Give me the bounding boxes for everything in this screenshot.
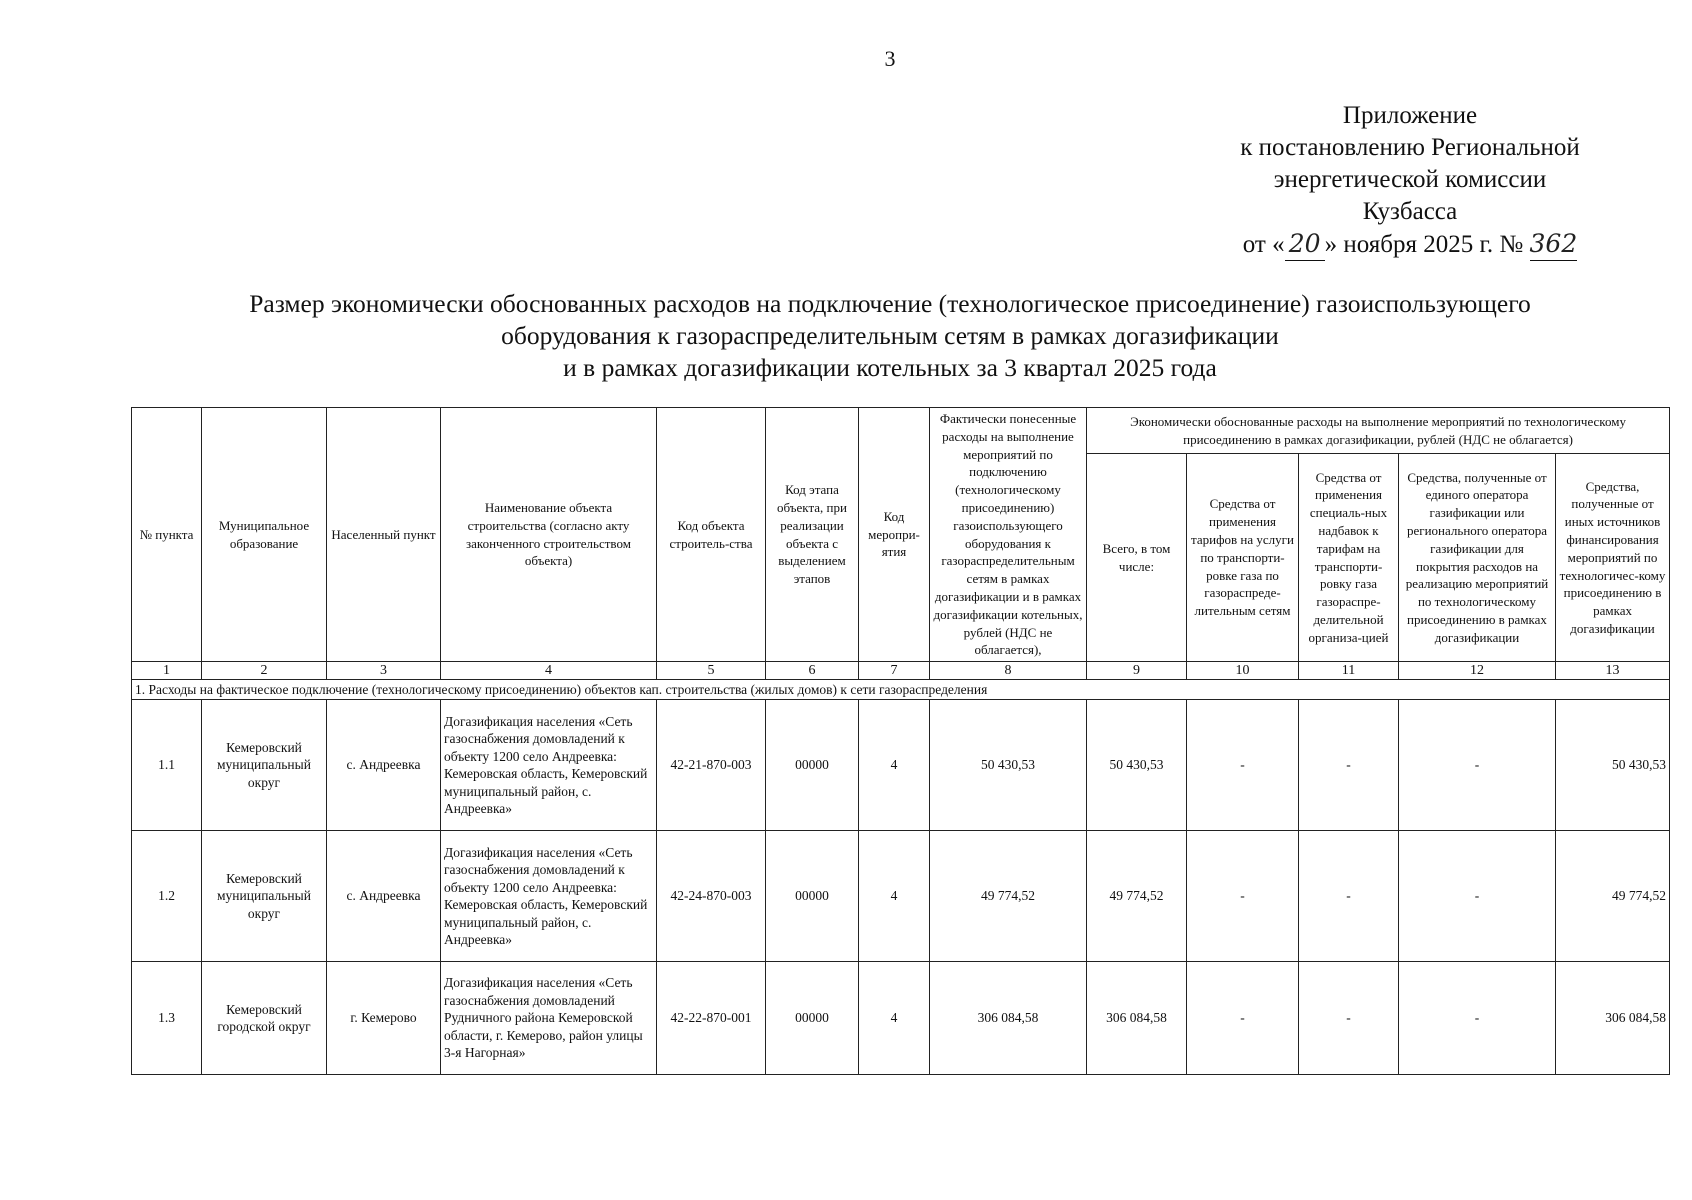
header-group-economic-costs: Экономически обоснованные расходы на выполнение мероприятий по технологическому присоединению в рамках догазификации, рублей (НДС не облагается)	[1087, 408, 1670, 454]
cell-total: 49 774,52	[1087, 831, 1187, 962]
section-title: 1. Расходы на фактическое подключение (технологическому присоединению) объектов кап. строительства (жилых домов) к сети газораспределения	[132, 680, 1670, 700]
approval-date-line	[1180, 228, 1640, 261]
column-number: 1	[132, 662, 202, 680]
table-row	[132, 831, 1670, 962]
cell-object-code: 42-21-870-003	[657, 700, 766, 831]
cell-object-code: 42-24-870-003	[657, 831, 766, 962]
cell-surcharges: -	[1299, 962, 1399, 1075]
column-number: 7	[859, 662, 930, 680]
header-municipality: Муниципальное образование	[202, 408, 327, 662]
page-number: 3	[884, 46, 896, 71]
costs-table	[131, 407, 1670, 1075]
cell-actual-costs: 306 084,58	[930, 962, 1087, 1075]
cell-tariffs: -	[1187, 962, 1299, 1075]
header-other-sources: Средства, полученные от иных источников финансирования мероприятий по технологичес-кому присоединению в рамках догазификации	[1556, 454, 1670, 662]
date-prefix: от «	[1242, 231, 1285, 258]
cell-object-code: 42-22-870-001	[657, 962, 766, 1075]
cell-operator: -	[1399, 831, 1556, 962]
column-number: 12	[1399, 662, 1556, 680]
column-number: 13	[1556, 662, 1670, 680]
header-actual-costs: Фактически понесенные расходы на выполнение мероприятий по подключению (технологическому присоединению) газоиспользующего оборудования к газораспределительным сетям в рамках догазификации и в рамках догазификации котельных, рублей (НДС не облагается),	[930, 408, 1087, 662]
column-number: 2	[202, 662, 327, 680]
cell-settlement: г. Кемерово	[327, 962, 441, 1075]
cell-other-sources: 306 084,58	[1556, 962, 1670, 1075]
column-number: 3	[327, 662, 441, 680]
cell-other-sources: 50 430,53	[1556, 700, 1670, 831]
header-num: № пункта	[132, 408, 202, 662]
cell-surcharges: -	[1299, 831, 1399, 962]
column-number: 4	[441, 662, 657, 680]
cell-object-name: Догазификация населения «Сеть газоснабжения домовладений к объекту 1200 село Андреевка: Кемеровская область, Кемеровский муниципальный район, с. Андреевка»	[441, 700, 657, 831]
header-activity-code: Код меропри-ятия	[859, 408, 930, 662]
cell-stage-code: 00000	[766, 831, 859, 962]
date-middle: » ноября 2025 г. №	[1324, 231, 1524, 258]
cell-tariffs: -	[1187, 700, 1299, 831]
cell-municipality: Кемеровский муниципальный округ	[202, 831, 327, 962]
header-tariffs: Средства от применения тарифов на услуги по транспорти-ровке газа по газораспреде-лительным сетям	[1187, 454, 1299, 662]
header-surcharges: Средства от применения специаль-ных надбавок к тарифам на транспорти-ровку газа газораспре-делительной организа-цией	[1299, 454, 1399, 662]
cell-settlement: с. Андреевка	[327, 831, 441, 962]
approval-line-3: энергетической комиссии	[1273, 166, 1547, 193]
column-number: 9	[1087, 662, 1187, 680]
document-title	[120, 288, 1660, 384]
cell-activity-code: 4	[859, 962, 930, 1075]
cell-stage-code: 00000	[766, 700, 859, 831]
cell-total: 50 430,53	[1087, 700, 1187, 831]
cell-num: 1.1	[132, 700, 202, 831]
header-row-1	[132, 408, 1670, 454]
header-operator: Средства, полученные от единого оператора газификации или регионального оператора газификации для покрытия расходов на реализацию мероприятий по технологическому присоединению в рамках догазификации	[1399, 454, 1556, 662]
header-settlement: Населенный пункт	[327, 408, 441, 662]
cell-tariffs: -	[1187, 831, 1299, 962]
cell-operator: -	[1399, 700, 1556, 831]
header-object-name: Наименование объекта строительства (согласно акту законченного строительством объекта)	[441, 408, 657, 662]
cell-settlement: с. Андреевка	[327, 700, 441, 831]
cell-num: 1.3	[132, 962, 202, 1075]
title-line-2: оборудования к газораспределительным сетям в рамках догазификации	[501, 321, 1279, 350]
approval-line-2: к постановлению Региональной	[1240, 134, 1580, 161]
table-row	[132, 700, 1670, 831]
cell-num: 1.2	[132, 831, 202, 962]
cell-actual-costs: 49 774,52	[930, 831, 1087, 962]
cell-municipality: Кемеровский городской округ	[202, 962, 327, 1075]
column-number: 10	[1187, 662, 1299, 680]
cell-actual-costs: 50 430,53	[930, 700, 1087, 831]
cell-operator: -	[1399, 962, 1556, 1075]
cell-object-name: Догазификация населения «Сеть газоснабжения домовладений к объекту 1200 село Андреевка: Кемеровская область, Кемеровский муниципальный район, с. Андреевка»	[441, 831, 657, 962]
header-stage-code: Код этапа объекта, при реализации объекта с выделением этапов	[766, 408, 859, 662]
approval-line-4: Кузбасса	[1362, 198, 1458, 225]
handwritten-doc-number: 362	[1530, 228, 1578, 261]
column-number: 6	[766, 662, 859, 680]
approval-line-1: Приложение	[1342, 102, 1478, 129]
column-number: 8	[930, 662, 1087, 680]
cell-activity-code: 4	[859, 700, 930, 831]
table-row	[132, 962, 1670, 1075]
header-total: Всего, в том числе:	[1087, 454, 1187, 662]
cell-surcharges: -	[1299, 700, 1399, 831]
section-row	[132, 680, 1670, 700]
column-number: 11	[1299, 662, 1399, 680]
handwritten-day: 20	[1285, 228, 1325, 261]
cell-object-name: Догазификация населения «Сеть газоснабжения домовладений Рудничного района Кемеровской области, г. Кемерово, район улицы 3-я Нагорная»	[441, 962, 657, 1075]
cell-total: 306 084,58	[1087, 962, 1187, 1075]
cell-other-sources: 49 774,52	[1556, 831, 1670, 962]
title-line-3: и в рамках догазификации котельных за 3 квартал 2025 года	[563, 353, 1217, 382]
cell-stage-code: 00000	[766, 962, 859, 1075]
column-numbers-row	[132, 662, 1670, 680]
column-number: 5	[657, 662, 766, 680]
header-object-code: Код объекта строитель-ства	[657, 408, 766, 662]
cell-municipality: Кемеровский муниципальный округ	[202, 700, 327, 831]
approval-block	[1180, 100, 1640, 261]
cell-activity-code: 4	[859, 831, 930, 962]
title-line-1: Размер экономически обоснованных расходов на подключение (технологическое присоединение) газоиспользующего	[249, 289, 1531, 318]
